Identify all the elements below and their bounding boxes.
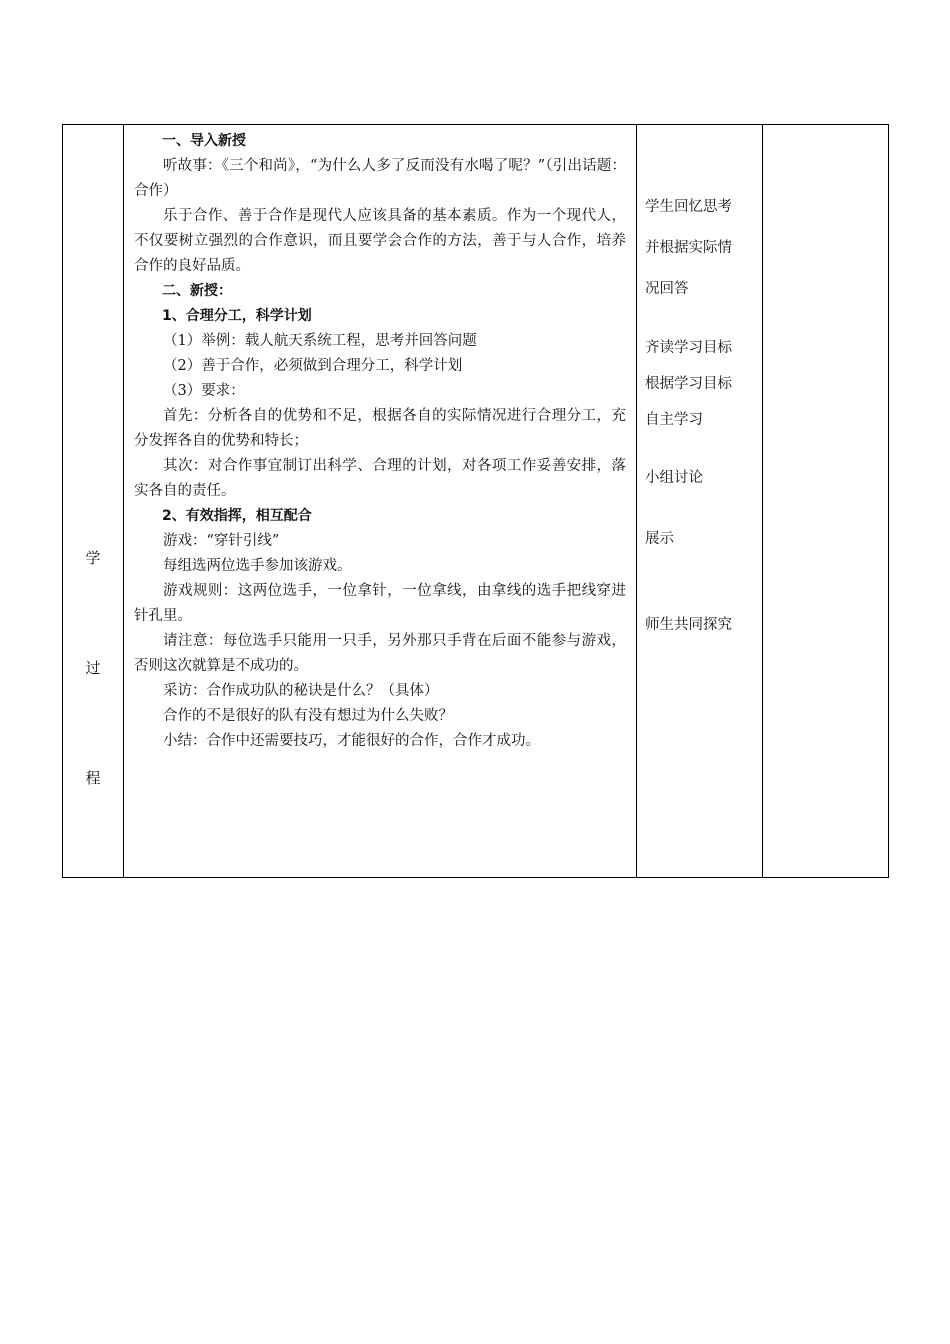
notes-cell (763, 125, 889, 878)
heading-new-lesson: 二、新授： (162, 283, 232, 299)
paragraph: 每组选两位选手参加该游戏。 (163, 558, 352, 574)
student-activity-cell (637, 125, 763, 878)
spacer (645, 560, 754, 605)
section-label-cell (63, 125, 124, 878)
student-line: 学生回忆思考 (645, 199, 732, 215)
paragraph: （2）善于合作，必须做到合理分工，科学计划 (163, 358, 463, 374)
heading-cooperation: 2、有效指挥，相互配合 (162, 508, 312, 524)
paragraph: （3）要求： (163, 383, 245, 399)
spacer (645, 499, 754, 519)
student-line: 根据学习目标 (645, 376, 732, 392)
paragraph: 游戏：“穿针引线” (163, 533, 280, 549)
spacer (645, 310, 754, 330)
paragraph: 听故事：《三个和尚》，“为什么人多了反而没有水喝了呢？”（引出话题：合作） (134, 158, 626, 199)
paragraph: 请注意：每位选手只能用一只手，另外那只手背在后面不能参与游戏，否则这次就算是不成功的。 (134, 633, 626, 674)
lesson-table (62, 124, 889, 878)
student-line: 自主学习 (645, 412, 703, 428)
student-line: 师生共同探究 (645, 617, 732, 633)
student-line: 况回答 (645, 281, 689, 297)
section-label (63, 125, 123, 877)
student-activities (637, 125, 762, 646)
lesson-row (63, 125, 889, 878)
paragraph: 其次：对合作事宜制订出科学、合理的计划，对各项工作妥善安排，落实各自的责任。 (134, 458, 626, 499)
teaching-content-cell (124, 125, 637, 878)
label-char: 学 (85, 549, 101, 567)
paragraph: 乐于合作、善于合作是现代人应该具备的基本素质。作为一个现代人，不仅要树立强烈的合作意识，而且要学会合作的方法，善于与人合作，培养合作的良好品质。 (134, 208, 626, 274)
label-char: 过 (85, 659, 101, 677)
paragraph: 采访：合作成功队的秘诀是什么？（具体） (163, 683, 439, 699)
student-line: 小组讨论 (645, 470, 703, 486)
spacer (645, 438, 754, 458)
paragraph: 合作的不是很好的队有没有想过为什么失败？ (163, 708, 453, 724)
paragraph: 游戏规则：这两位选手，一位拿针，一位拿线，由拿线的选手把线穿进针孔里。 (134, 583, 626, 624)
paragraph: （1）举例：载人航天系统工程，思考并回答问题 (163, 333, 477, 349)
heading-division: 1、合理分工，科学计划 (162, 308, 312, 324)
student-line: 齐读学习目标 (645, 340, 732, 356)
paragraph: 小结：合作中还需要技巧，才能很好的合作，合作才成功。 (163, 733, 540, 749)
student-line: 并根据实际情 (645, 240, 732, 256)
label-char: 程 (85, 769, 101, 787)
student-line: 展示 (645, 531, 674, 547)
teaching-content (124, 125, 636, 754)
heading-intro: 一、导入新授 (162, 133, 246, 149)
paragraph: 首先：分析各自的优势和不足，根据各自的实际情况进行合理分工，充分发挥各自的优势和特长； (134, 408, 626, 449)
